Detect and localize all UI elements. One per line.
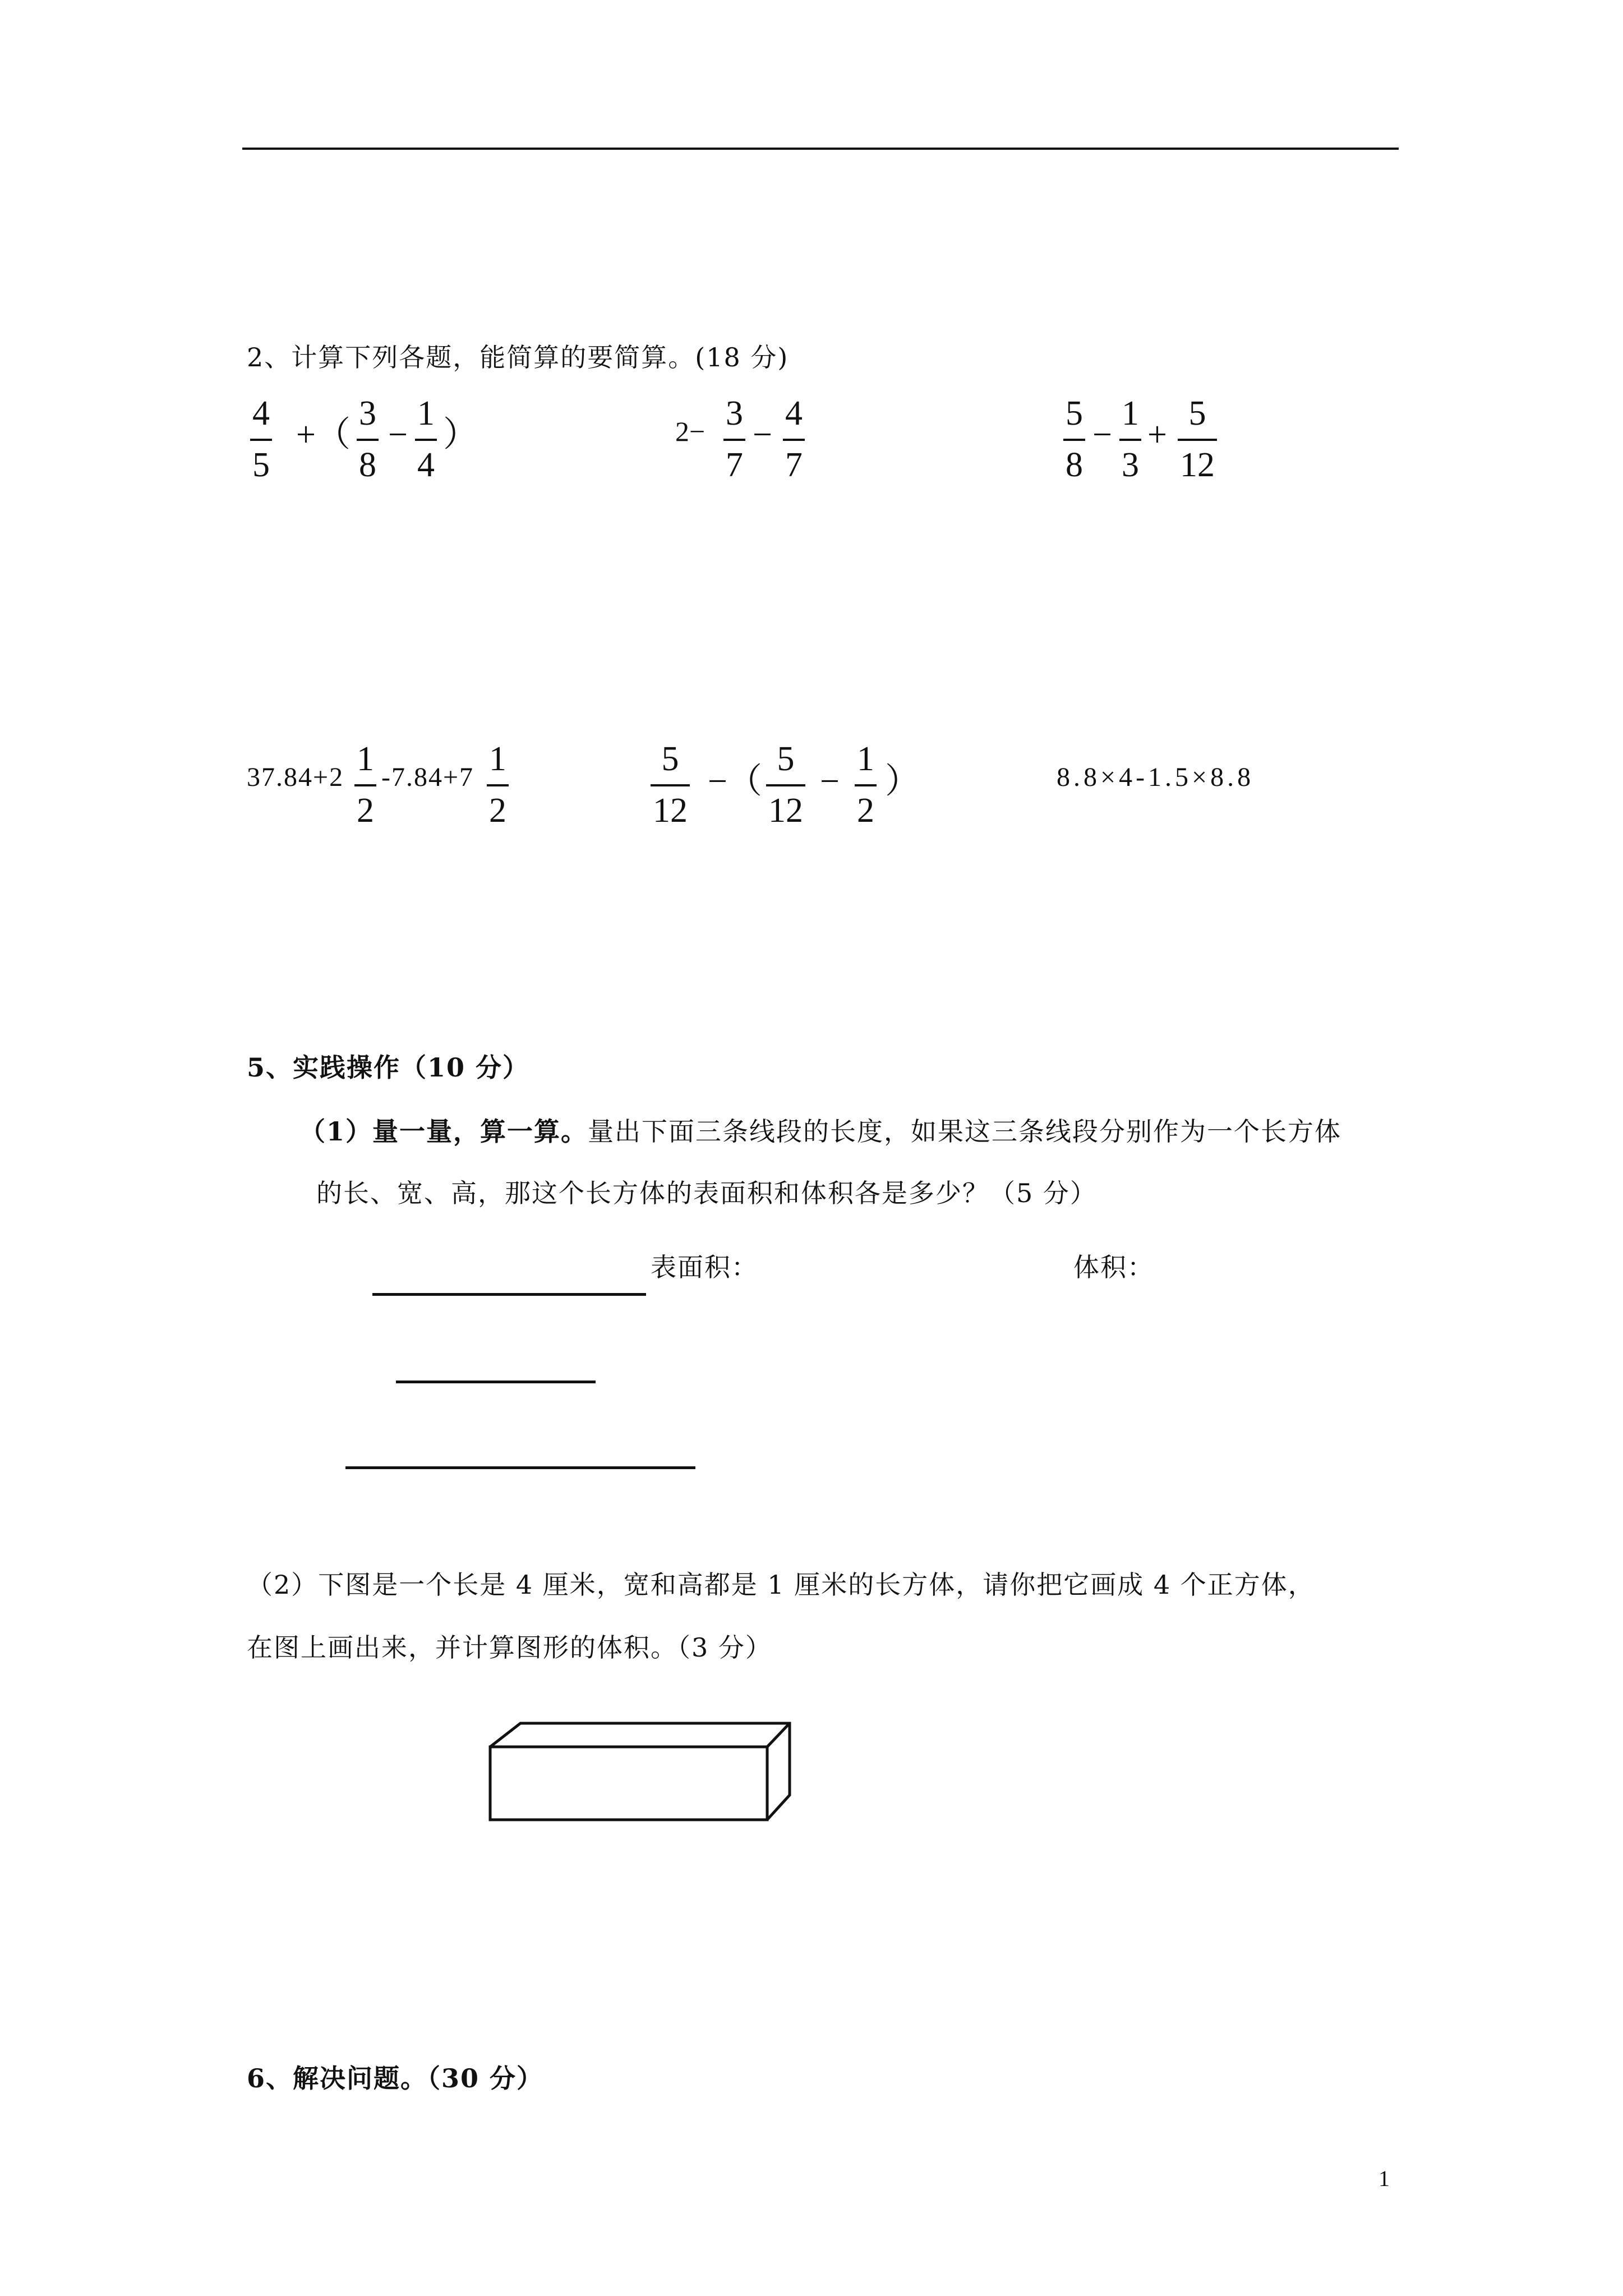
q2-p2-frac-b: [783, 396, 805, 482]
numerator: 1: [417, 394, 435, 432]
denominator: 5: [252, 446, 270, 484]
q6-title: 6、解决问题。（30 分）: [247, 2063, 544, 2093]
denominator: 2: [357, 792, 374, 830]
fraction-bar: [487, 784, 509, 786]
numerator: 5: [1188, 394, 1206, 432]
q2-p3-plus: +: [1147, 416, 1167, 454]
fraction-bar: [354, 784, 376, 786]
numerator: 4: [785, 394, 803, 432]
denominator: 7: [726, 446, 743, 484]
q2-p5-open: −（: [708, 762, 762, 800]
q2-p3-minus: −: [1092, 416, 1112, 454]
fraction-bar: [1063, 439, 1085, 441]
q5-sub2-line2: 在图上画出来，并计算图形的体积。（3 分）: [247, 1632, 772, 1663]
fraction-bar: [415, 439, 437, 441]
numerator: 1: [1122, 394, 1139, 432]
numerator: 3: [726, 394, 743, 432]
measure-segment-3: [345, 1466, 695, 1469]
q2-p5-frac-b: [766, 742, 805, 828]
q2-p3-frac-a: [1063, 396, 1085, 482]
denominator: 2: [857, 792, 874, 830]
fraction-bar: [723, 439, 745, 441]
denominator: 8: [359, 446, 376, 484]
q2-p4-frac-a: [354, 742, 376, 828]
numerator: 3: [359, 394, 376, 432]
fraction-bar: [783, 439, 805, 441]
q2-p4-lead: 37.84+2: [247, 762, 344, 792]
surface-area-label: 表面积：: [651, 1252, 758, 1282]
q2-p5-frac-a: [651, 742, 690, 828]
q5-sub1-line1: [299, 1116, 1342, 1147]
q2-p4-frac-b: [487, 742, 509, 828]
fraction-bar: [651, 784, 690, 786]
measure-segment-2: [396, 1381, 596, 1383]
q2-p1-minus: −: [388, 416, 408, 454]
q5-sub1-heading: （1）量一量，算一算。: [299, 1116, 588, 1147]
q2-p2-frac-a: [723, 396, 745, 482]
denominator: 3: [1122, 446, 1139, 484]
numerator: 5: [777, 740, 795, 778]
header-rule: [242, 148, 1399, 150]
q2-p5-frac-c: [855, 742, 877, 828]
q2-p1-frac-a: [250, 396, 272, 482]
fraction-bar: [766, 784, 805, 786]
q2-p6-expression: 8.8×4-1.5×8.8: [1057, 762, 1255, 792]
q5-sub2-line1: （2）下图是一个长是 4 厘米，宽和高都是 1 厘米的长方体，请你把它画成 4 个正方体，: [247, 1570, 1315, 1600]
fraction-bar: [250, 439, 272, 441]
q2-p2-minus: −: [753, 416, 772, 454]
q2-p1-frac-c: [415, 396, 437, 482]
q2-title: 2、计算下列各题，能简算的要简算。(18 分): [247, 342, 789, 372]
denominator: 12: [653, 792, 688, 830]
fraction-bar: [855, 784, 877, 786]
fraction-bar: [357, 439, 379, 441]
q2-p5-close: ）: [885, 762, 920, 800]
numerator: 4: [252, 394, 270, 432]
q5-sub1-text: 量出下面三条线段的长度，如果这三条线段分别作为一个长方体: [588, 1116, 1342, 1147]
numerator: 5: [661, 740, 679, 778]
numerator: 1: [357, 740, 374, 778]
volume-label: 体积：: [1073, 1252, 1154, 1282]
fraction-bar: [1119, 439, 1141, 441]
q2-p1-plus: +（: [296, 416, 351, 454]
q2-p5-minus: −: [820, 762, 840, 800]
q2-p3-frac-c: [1178, 396, 1217, 482]
q2-p2-lead: 2−: [675, 416, 706, 447]
q2-p3-frac-b: [1119, 396, 1141, 482]
fraction-bar: [1178, 439, 1217, 441]
q2-p1-frac-b: [357, 396, 379, 482]
q2-p1-close: ）: [443, 416, 478, 454]
numerator: 5: [1066, 394, 1083, 432]
numerator: 1: [489, 740, 506, 778]
denominator: 8: [1066, 446, 1083, 484]
q5-title: 5、实践操作（10 分）: [247, 1052, 530, 1083]
numerator: 1: [857, 740, 874, 778]
page-number: 1: [1378, 2166, 1391, 2191]
denominator: 7: [785, 446, 803, 484]
measure-segment-1: [372, 1293, 646, 1296]
denominator: 2: [489, 792, 506, 830]
denominator: 4: [417, 446, 435, 484]
cuboid-diagram: [482, 1717, 796, 1823]
q2-p4-mid: -7.84+7: [381, 762, 474, 792]
denominator: 12: [768, 792, 803, 830]
q5-sub1-line2: 的长、宽、高，那这个长方体的表面积和体积各是多少？（5 分）: [316, 1178, 1097, 1208]
denominator: 12: [1180, 446, 1215, 484]
